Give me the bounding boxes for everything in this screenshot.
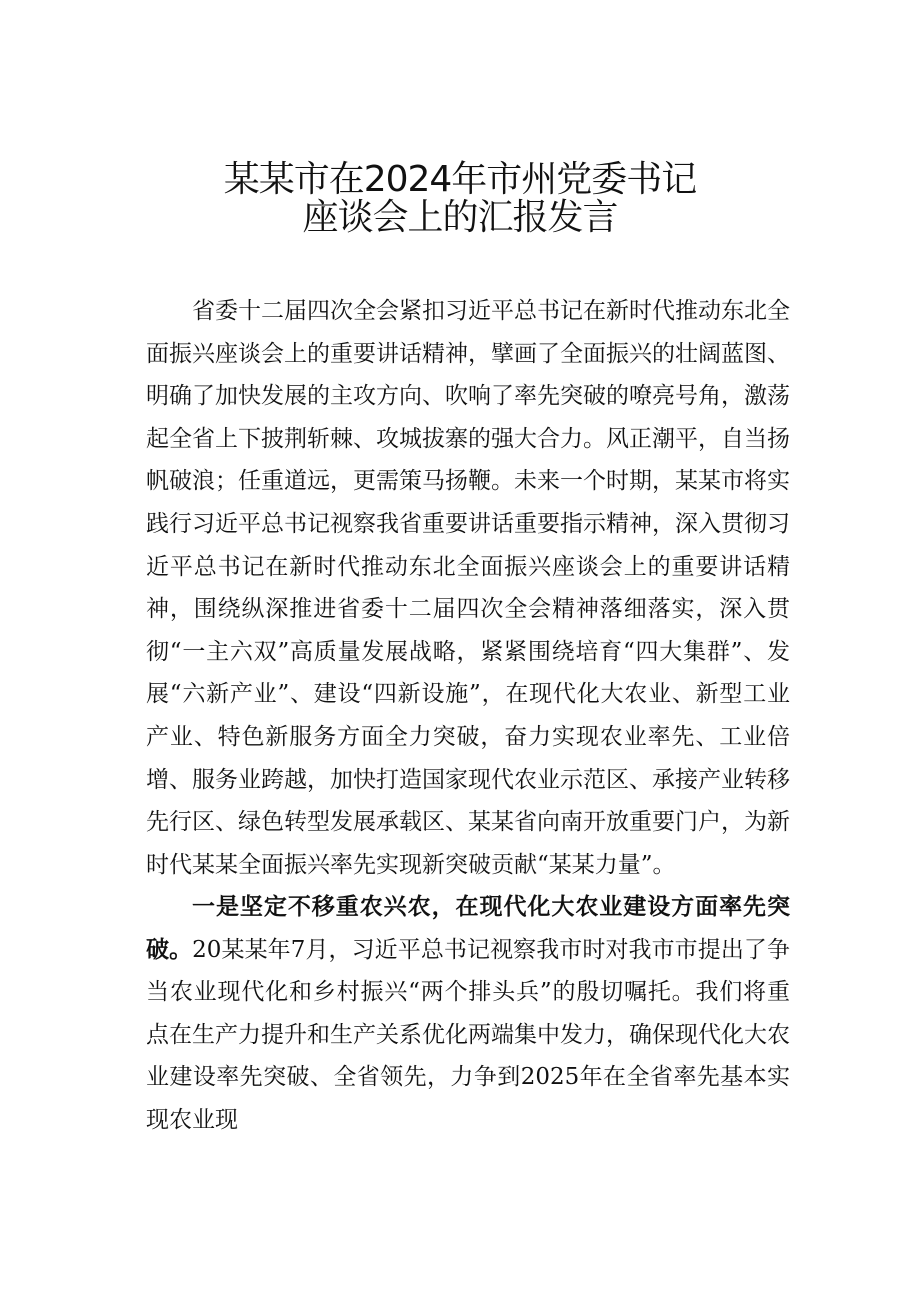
section-one-paragraph xyxy=(146,886,790,1142)
intro-paragraph: 省委十二届四次全会紧扣习近平总书记在新时代推动东北全面振兴座谈会上的重要讲话精神，擘画了全面振兴的壮阔蓝图、明确了加快发展的主攻方向、吹响了率先突破的嘹亮号角，激荡起全省上下披荆斩棘、攻城拔寨的强大合力。风正潮平，自当扬帆破浪；任重道远，更需策马扬鞭。未来一个时期，某某市将实践行习近平总书记视察我省重要讲话重要指示精神，深入贯彻习近平总书记在新时代推动东北全面振兴座谈会上的重要讲话精神，围绕纵深推进省委十二届四次全会精神落细落实，深入贯彻“一主六双”高质量发展战略，紧紧围绕培育“四大集群”、发展“六新产业”、建设“四新设施”，在现代化大农业、新型工业产业、特色新服务方面全力突破，奋力实现农业率先、工业倍增、服务业跨越，加快打造国家现代农业示范区、承接产业转移先行区、绿色转型发展承载区、某某省向南开放重要门户，为新时代某某全面振兴率先实现新突破贡献“某某力量”。 xyxy=(146,298,790,878)
document-title-line-1: 某某市在2024年市州党委书记 xyxy=(223,159,697,200)
document-title-line-2: 座谈会上的汇报发言 xyxy=(302,197,618,238)
section-one-heading: 一是坚定不移重农兴农，在现代化大农业建设方面率先突破。 xyxy=(146,893,790,963)
section-one-body: 20某某年7月，习近平总书记视察我市时对我市市提出了争当农业现代化和乡村振兴“两个排头兵”的殷切嘱托。我们将重点在生产力提升和生产关系优化两端集中发力，确保现代化大农业建设率先突破、全省领先，力争到2025年在全省率先基本实现农业现 xyxy=(146,936,790,1133)
